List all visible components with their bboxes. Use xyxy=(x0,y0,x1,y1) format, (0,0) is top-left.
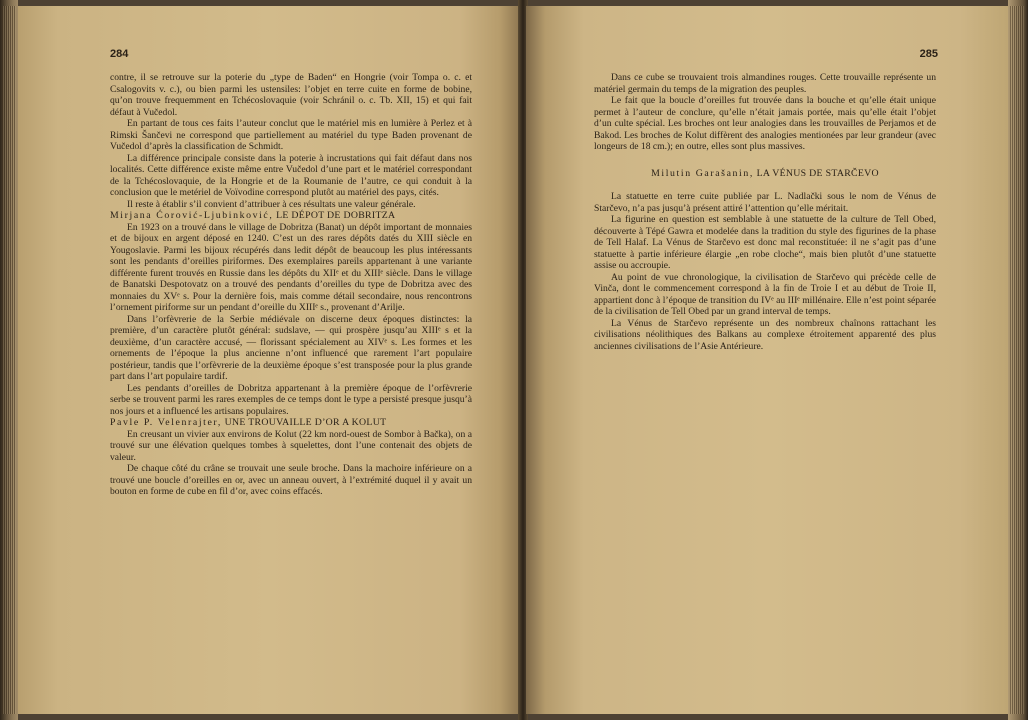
left-page-text xyxy=(110,72,472,498)
paragraph: Au point de vue chronologique, la civilisation de Starčevo qui précède celle de Vinča, dont le commencement correspond à la fin de Troie I et au début de Troie II, appartient donc à l’époque de transition du IVᵉ au IIIᵉ millénaire. Elle n’est point séparée de la civilisation de Tell Obed par un grand interval de temps. xyxy=(594,271,936,317)
right-page-text xyxy=(594,72,936,352)
paragraph: En 1923 on a trouvé dans le village de Dobritza (Banat) un dépôt important de monnaies et de bijoux en argent déposé en 1240. C’est un des rares dépôts datés du XIII siècle en Yougoslavie. Parmi les bijoux récupérés dans ledit dépôt de beaucoup les plus intéressants sont les pendants d’oreilles piriformes. Des exemplaires pareils appartenant à une variante différente furent trouvés en Russie dans les dépôts du XIIᵉ et du XIIIᵉ siècle. Dans le village de Banatski Despotovatz on a trouvé des pendants d’oreilles du type de Dobritza avec des monnaies du XVᵉ s. Pour la dernière fois, mais comme détail secondaire, nous rencontrons l’ornement piriforme sur un pendant d’oreille du XIIIᵉ s., provenant d’Arilje. xyxy=(110,221,472,313)
paragraph: Dans ce cube se trouvaient trois almandines rouges. Cette trouvaille représente un matériel germain du temps de la migration des peuples. xyxy=(594,72,936,95)
book-edge-left xyxy=(0,0,18,720)
paragraph: Dans l’orfèvrerie de la Serbie médiévale on discerne deux époques distinctes: la première, d’un caractère plutôt général: sudslave, — qui prospère jusqu’au XIIIᵉ s et la deuxième, d’un caractère accusé, — florissant spécialement au XIVᵉ s. Les formes et les ornements de l’époque la plus ancienne n’ont influencé que rarement l’art populaire postérieur, tandis que l’orfèvrerie de la deuxième époque s’est transposée pour la plus grande part dans l’art populaire tardif. xyxy=(110,313,472,382)
paragraph: Le fait que la boucle d’oreilles fut trouvée dans la bouche et qu’elle était unique permet à l’auteur de conclure, qu’elle n’était jamais portée, mais qu’elle était l’objet d’un culte spécial. Les broches ont leur analogies dans les trouvailles de Perjamos et de Bakod. Les broches de Kolut diffèrent des analogies mentionées par leur grandeur (avec longeurs de 18 cm.); en outre, elles sont plus massives. xyxy=(594,95,936,152)
heading-title: LE DÉPOT DE DOBRITZA xyxy=(276,210,396,221)
paragraph: Les pendants d’oreilles de Dobritza appartenant à la première époque de l’orfèvrerie serbe se trouvent parmi les rares exemples de ce temps dont le type a persisté presque jusqu’à nos jours et a influencé les artisans populaires. xyxy=(110,382,472,417)
heading-title: LA VÉNUS DE STARČEVO xyxy=(756,167,879,179)
paragraph: En partant de tous ces faits l’auteur conclut que le matériel mis en lumière à Perlez et à Rimski Šančevi ne correspond que partiellement au matériel du type Baden provenant de Vučedol d’après la classification de Schmidt. xyxy=(110,118,472,152)
paragraph: La figurine en question est semblable à une statuette de la culture de Tell Obed, découverte à Tépé Gawra et modelée dans la tradition du style des figurines de la phase de Tell Halaf. La Vénus de Starčevo est donc mal reconstituée: il ne s’agit pas d’une statuette à partie inférieure élargie „en robe cloche“, mais bien plutôt d’une statuette assise ou accroupie. xyxy=(594,214,936,271)
page-number-left: 284 xyxy=(110,48,129,60)
right-page xyxy=(526,6,1008,714)
heading-title: UNE TROUVAILLE D’OR A KOLUT xyxy=(224,417,387,428)
paragraph: La différence principale consiste dans la poterie à incrustations qui fait défaut dans nos localités. Cette différence existe même entre Vučedol d’une part et le matériel correspondant de la Tchécoslovaquie, de la Hongrie et de la Roumanie de l’autre, ce qui conduit à la conclusion que le metériel de Voïvodine correspond plutôt au matériel des pays, cités. xyxy=(110,152,472,198)
section-heading-starcevo xyxy=(594,168,936,180)
paragraph: La statuette en terre cuite publiée par L. Nadlački sous le nom de Vénus de Starčevo, n’a pas jusqu’à présent attiré l’attention qu’elle méritait. xyxy=(594,191,936,214)
paragraph: En creusant un vivier aux environs de Kolut (22 km nord-ouest de Sombor à Bačka), on a trouvé sur une élévation quelques tombes à squelettes, dont l’une contenait des objets de valeur. xyxy=(110,428,472,463)
left-page xyxy=(18,6,520,714)
heading-author: Pavle P. Velenrajter, xyxy=(110,417,222,428)
book-edge-right xyxy=(1008,0,1028,720)
heading-author: Mirjana Ćorović-Ljubinković, xyxy=(110,210,274,221)
section-heading-dobritza xyxy=(110,210,472,222)
paragraph: Il reste à établir s’il convient d’attribuer à ces résultats une valeur générale. xyxy=(127,198,416,210)
section-heading-kolut xyxy=(110,417,472,429)
heading-author: Milutin Garašanin, xyxy=(651,167,754,179)
paragraph: De chaque côté du crâne se trouvait une seule broche. Dans la machoire inférieure on a trouvé une boucle d’oreilles en or, avec un anneau ouvert, à l’extrémité duquel il y avait un bouton en forme de cube en fil d’or, avec coins effacés. xyxy=(110,463,472,497)
page-number-right: 285 xyxy=(919,48,938,60)
paragraph: contre, il se retrouve sur la poterie du „type de Baden“ en Hongrie (voir Tompa o. c. et Csalogovits v. c.), ou bien parmi les ustensiles: l’objet en terre cuite en forme de bobine, qu’on trouve frequemment en Tchécoslovaquie (voir Schránil o. c. Tb. XII, 15) et qui fait défaut à Vučedol. xyxy=(110,72,472,118)
paragraph: La Vénus de Starčevo représente un des nombreux chaînons rattachant les civilisations néolithiques des Balkans au complexe étroitement apparenté des plus anciennes civilisations de l’Asie Antérieure. xyxy=(594,317,936,352)
